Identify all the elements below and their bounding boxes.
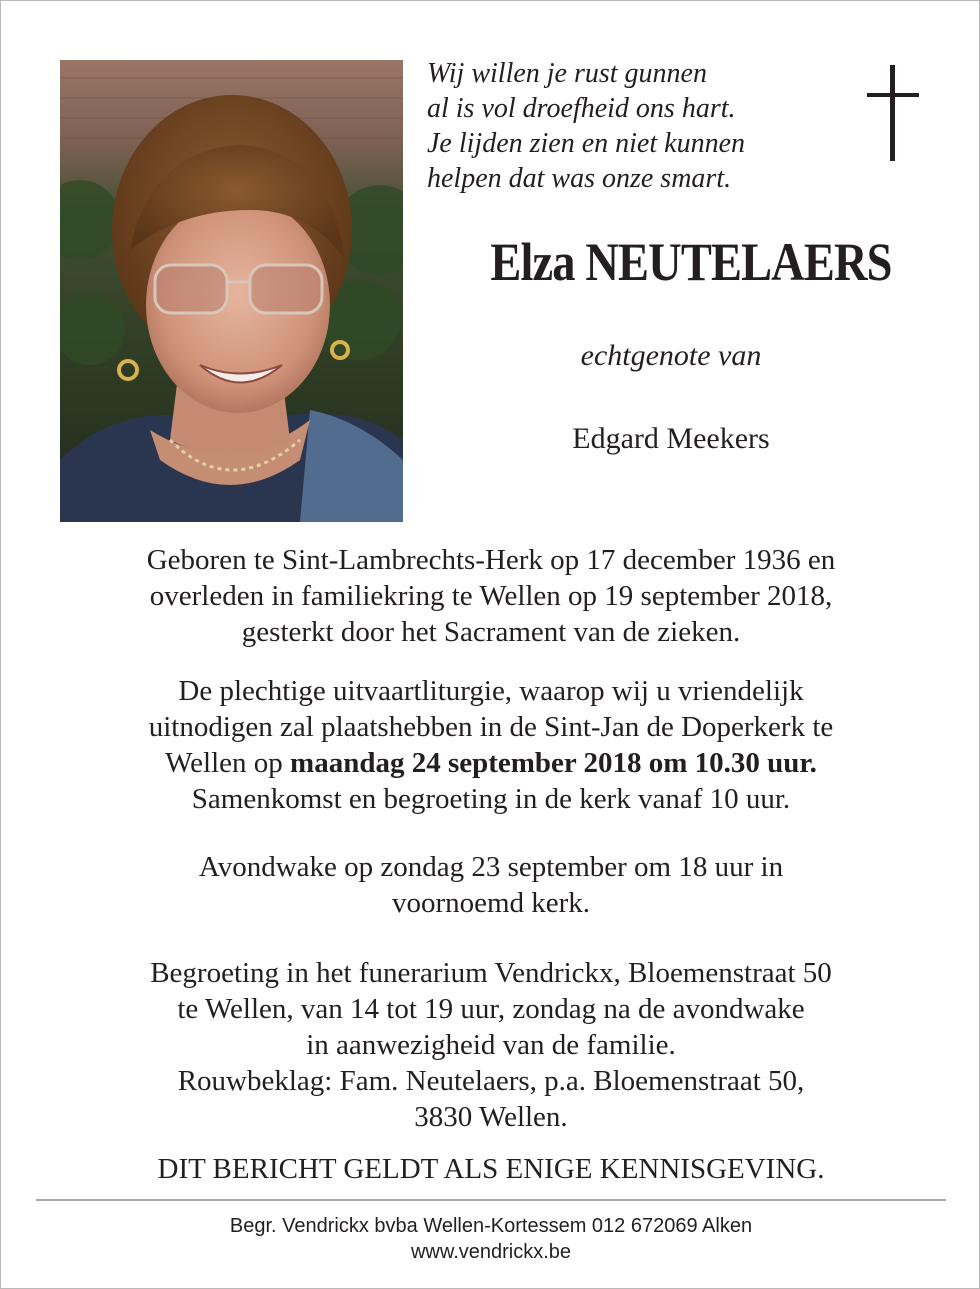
- funeral-datetime: maandag 24 september 2018 om 10.30 uur.: [290, 747, 817, 779]
- cross-icon: [863, 65, 923, 161]
- text-line: 3830 Wellen.: [414, 1101, 568, 1133]
- text-segment: Wellen op: [165, 747, 291, 779]
- relation-label: echtgenote van: [580, 339, 762, 372]
- funeral-paragraph: [31, 673, 951, 817]
- poem-line: Je lijden zien en niet kunnen: [427, 128, 745, 159]
- text-line: voornoemd kerk.: [391, 887, 591, 919]
- funeral-home-footer: [31, 1213, 951, 1265]
- notice-line: DIT BERICHT GELDT ALS ENIGE KENNISGEVING.: [157, 1153, 825, 1185]
- text-line: Avondwake op zondag 23 september om 18 uur in: [198, 851, 784, 883]
- text-line: [31, 745, 951, 781]
- text-line: Begroeting in het funerarium Vendrickx, Bloemenstraat 50: [150, 957, 832, 989]
- text-line: De plechtige uitvaartliturgie, waarop wij u vriendelijk: [178, 675, 804, 707]
- spouse-name: Edgard Meekers: [572, 422, 770, 455]
- text-line: overleden in familiekring te Wellen op 19 september 2018,: [149, 580, 833, 612]
- poem-line: Wij willen je rust gunnen: [427, 58, 707, 89]
- poem-line: al is vol droefheid ons hart.: [427, 93, 736, 124]
- visitation-paragraph: [31, 955, 951, 1135]
- footer-divider: [36, 1199, 946, 1201]
- birth-death-paragraph: [31, 542, 951, 650]
- portrait-photo: [60, 60, 403, 522]
- text-line: te Wellen, van 14 tot 19 uur, zondag na de avondwake: [177, 993, 805, 1025]
- poem-line: helpen dat was onze smart.: [427, 163, 732, 194]
- memorial-poem: [427, 56, 847, 196]
- text-line: Samenkomst en begroeting in de kerk vanaf 10 uur.: [191, 783, 791, 815]
- text-line: Geboren te Sint-Lambrechts-Herk op 17 december 1936 en: [146, 544, 836, 576]
- footer-line: Begr. Vendrickx bvba Wellen-Kortessem 012 672069 Alken: [229, 1215, 753, 1237]
- deceased-name: Elza NEUTELAERS: [490, 232, 892, 292]
- text-line: uitnodigen zal plaatshebben in de Sint-Jan de Doperkerk te: [148, 711, 834, 743]
- footer-website-link[interactable]: www.vendrickx.be: [410, 1241, 572, 1263]
- text-line: gesterkt door het Sacrament van de zieken.: [241, 616, 741, 648]
- vigil-paragraph: [31, 849, 951, 921]
- portrait-illustration: [60, 60, 403, 522]
- text-line: Rouwbeklag: Fam. Neutelaers, p.a. Bloemenstraat 50,: [177, 1065, 805, 1097]
- text-line: in aanwezigheid van de familie.: [306, 1029, 676, 1061]
